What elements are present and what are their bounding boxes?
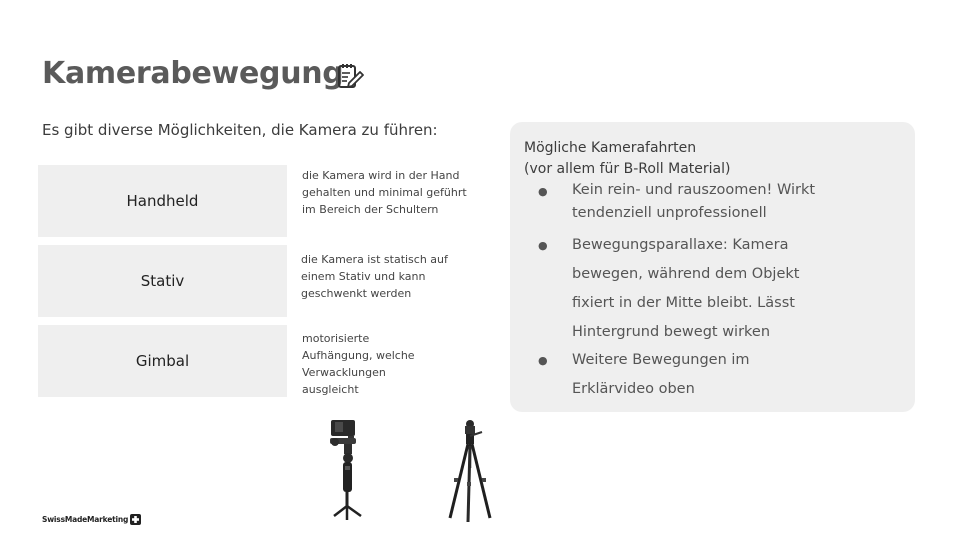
method-handheld: Handheld xyxy=(38,165,287,237)
bullet-marker: ● xyxy=(538,185,548,198)
method-gimbal-description: motorisierte Aufhängung, welche Verwacklungen ausgleicht xyxy=(302,332,415,396)
brand-logo xyxy=(42,514,141,525)
method-stativ-description: die Kamera ist statisch auf einem Stativ und kann geschwenkt werden xyxy=(301,253,448,300)
bullet-more-moves: Weitere Bewegungen im Erklärvideo oben xyxy=(572,352,750,397)
slide-title: Kamerabewegung xyxy=(42,56,344,91)
bullet-marker: ● xyxy=(538,354,548,367)
method-stativ: Stativ xyxy=(38,245,287,317)
bullet-marker: ● xyxy=(538,239,548,252)
method-gimbal: Gimbal xyxy=(38,325,287,397)
camera-moves-panel xyxy=(510,122,915,412)
tripod-photo xyxy=(444,418,496,524)
panel-title xyxy=(524,138,730,180)
panel-title-line1: Mögliche Kamerafahrten xyxy=(524,140,697,156)
brand-name: SwissMadeMarketing xyxy=(42,515,129,524)
notepad-pencil-icon xyxy=(336,62,364,92)
panel-title-line2: (vor allem für B-Roll Material) xyxy=(524,161,731,177)
bullet-zoom: Kein rein- und rauszoomen! Wirkt tendenziell unprofessionell xyxy=(572,182,816,221)
gimbal-photo xyxy=(322,416,372,522)
slide-subtitle: Es gibt diverse Möglichkeiten, die Kamera zu führen: xyxy=(42,121,438,139)
swiss-cross-icon xyxy=(130,514,141,525)
method-handheld-description: die Kamera wird in der Hand gehalten und minimal geführt im Bereich der Schultern xyxy=(302,169,467,216)
bullet-parallax: Bewegungsparallaxe: Kamera bewegen, während dem Objekt fixiert in der Mitte bleibt. Lässt Hintergrund bewegt wirken xyxy=(572,237,800,340)
